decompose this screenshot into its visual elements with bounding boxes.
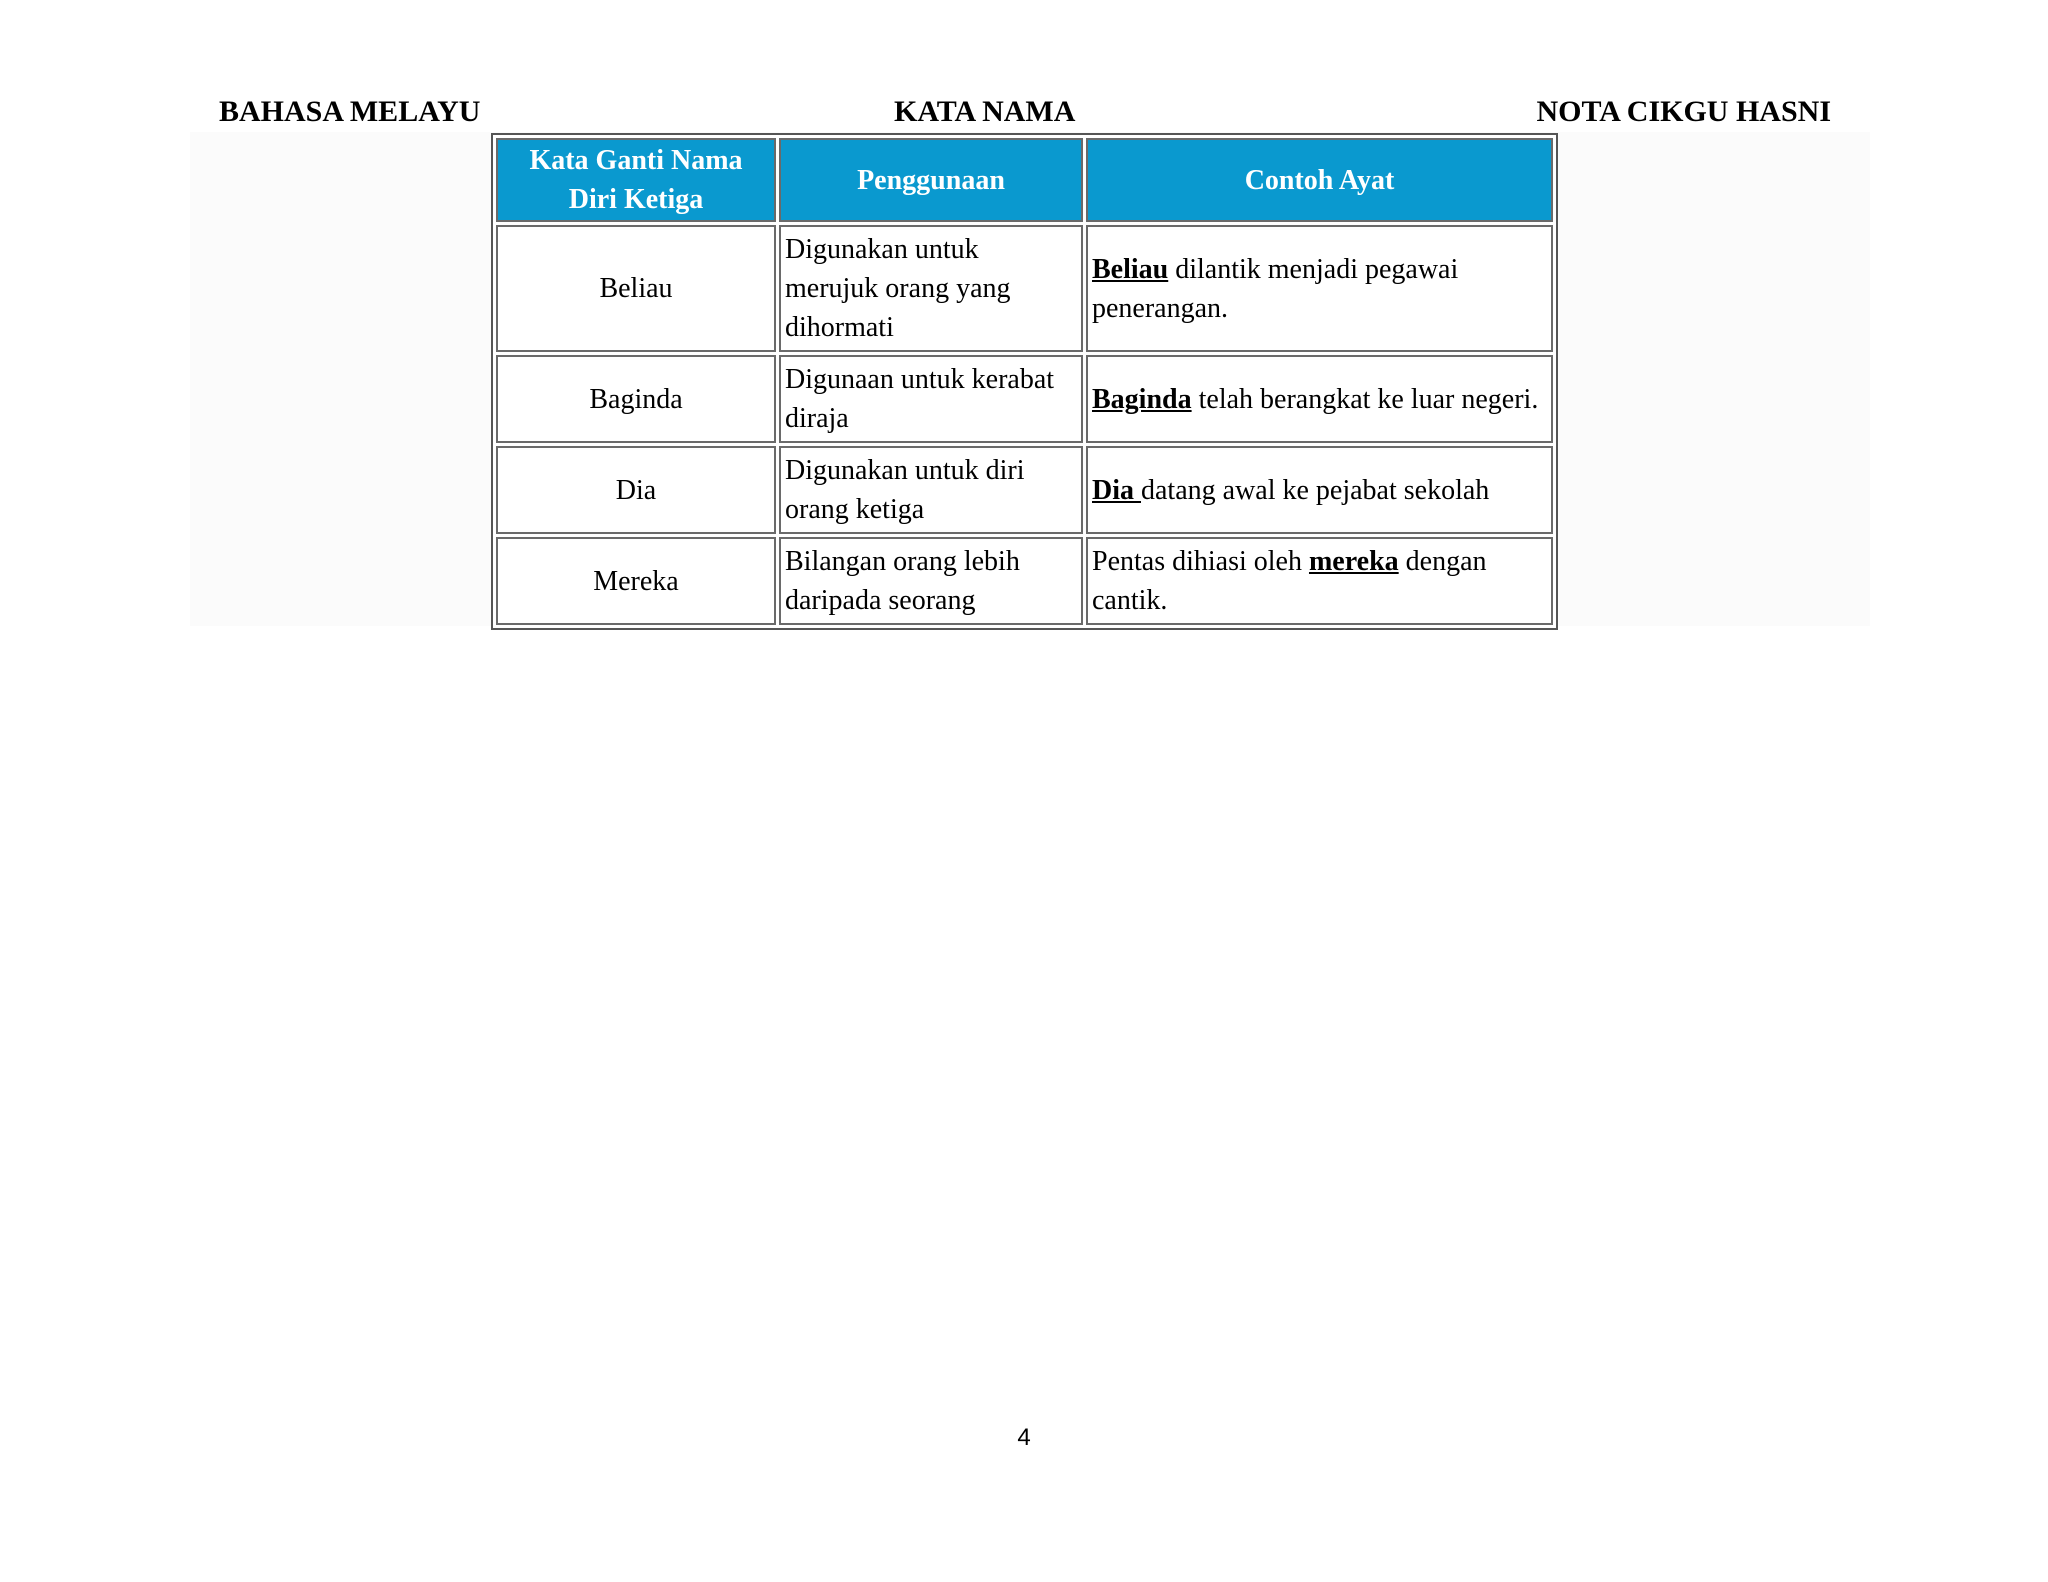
example-keyword: Beliau [1092,253,1169,285]
table-row [496,537,1553,625]
header-author: NOTA CIKGU HASNI [1536,95,1831,128]
example-cell [1086,355,1553,443]
header-subject: BAHASA MELAYU [219,95,481,128]
example-text-after: dilantik menjadi pegawai penerangan. [1092,253,1459,324]
usage-cell: Digunakan untuk merujuk orang yang dihormati [779,225,1083,352]
pronoun-table [491,133,1558,630]
page-header [219,92,1831,132]
example-cell [1086,537,1553,625]
example-keyword: Baginda [1092,383,1192,415]
pronoun-cell: Beliau [496,225,776,352]
table-row [496,446,1553,534]
usage-cell: Digunaan untuk kerabat diraja [779,355,1083,443]
page-number: 4 [1017,1424,1031,1451]
table-row [496,355,1553,443]
example-text-after: telah berangkat ke luar negeri. [1191,383,1539,415]
example-text-after: datang awal ke pejabat sekolah [1141,474,1490,506]
header-topic: KATA NAMA [894,95,1076,128]
example-text-before: Pentas dihiasi oleh [1092,546,1309,577]
pronoun-cell: Dia [496,446,776,534]
example-text-after: dengan cantik. [1092,546,1487,616]
table-header-row [496,138,1553,222]
example-keyword: Dia [1092,474,1141,506]
pronoun-cell: Mereka [496,537,776,625]
example-cell [1086,446,1553,534]
example-keyword: mereka [1308,546,1399,577]
example-cell [1086,225,1553,352]
column-header-example: Contoh Ayat [1086,138,1553,222]
column-header-usage: Penggunaan [779,138,1083,222]
usage-cell: Digunakan untuk diri orang ketiga [779,446,1083,534]
pronoun-cell: Baginda [496,355,776,443]
usage-cell: Bilangan orang lebih daripada seorang [779,537,1083,625]
table-row [496,225,1553,352]
column-header-pronoun: Kata Ganti Nama Diri Ketiga [496,138,776,222]
